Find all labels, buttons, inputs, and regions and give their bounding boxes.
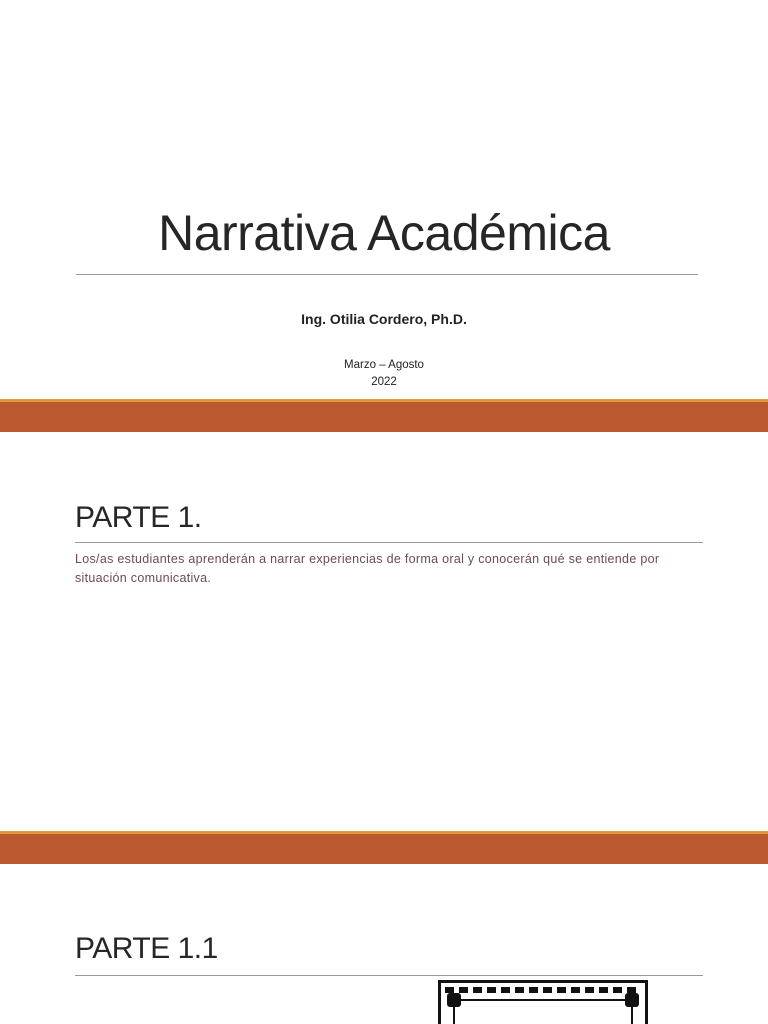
illustration-frame xyxy=(453,999,633,1024)
slide-separator xyxy=(0,399,768,432)
section-description: Los/as estudiantes aprenderán a narrar experiencias de forma oral y conocerán qué se entiende por situación comunicativa. xyxy=(75,552,660,585)
section-title: PARTE 1. xyxy=(75,501,202,534)
slide-title xyxy=(0,0,768,400)
title-divider xyxy=(76,274,698,275)
section-divider xyxy=(75,542,703,543)
section-divider xyxy=(75,975,703,976)
section-title: PARTE 1.1 xyxy=(75,932,218,965)
illustration-border-pattern xyxy=(445,987,641,993)
period-months: Marzo – Agosto xyxy=(344,359,424,371)
course-period xyxy=(0,357,768,391)
slide-parte-1 xyxy=(0,432,768,832)
slide-parte-1-1 xyxy=(0,865,768,1024)
period-year: 2022 xyxy=(371,376,397,388)
slide-separator xyxy=(0,831,768,864)
author-name: Ing. Otilia Cordero, Ph.D. xyxy=(301,311,467,327)
comic-illustration xyxy=(438,980,648,1024)
presentation-title: Narrativa Académica xyxy=(158,205,610,261)
